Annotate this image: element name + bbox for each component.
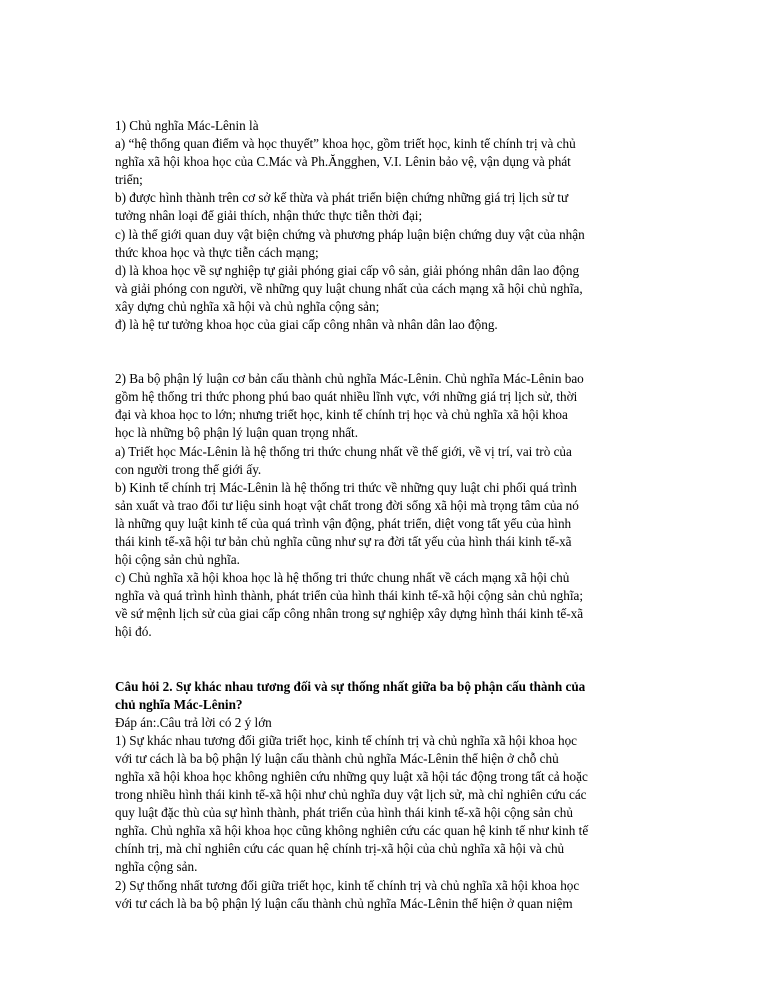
text-line: b) được hình thành trên cơ sở kế thừa và phát triển biện chứng những giá trị lịch sử tư (115, 190, 569, 206)
text-line: hội đó. (115, 624, 152, 640)
text-line: nghĩa. Chủ nghĩa xã hội khoa học cũng không nghiên cứu các quan hệ kinh tế như kinh tế (115, 823, 589, 839)
text-line: hội cộng sản chủ nghĩa. (115, 552, 240, 568)
text-line: a) Triết học Mác-Lênin là hệ thống tri thức chung nhất về thế giới, về vị trí, vai trò của (115, 443, 572, 459)
text-line: về sứ mệnh lịch sử của giai cấp công nhân trong sự nghiệp xây dựng hình thái kinh tế-xã (115, 606, 584, 622)
text-line: triển; (115, 172, 143, 188)
document-page (115, 117, 655, 913)
text-line: nghĩa xã hội khoa học của C.Mác và Ph.Ăngghen, V.I. Lênin bảo vệ, vận dụng và phát (115, 154, 571, 170)
text-line: 2) Ba bộ phận lý luận cơ bản cấu thành chủ nghĩa Mác-Lênin. Chủ nghĩa Mác-Lênin bao (115, 371, 584, 387)
question-heading: chủ nghĩa Mác-Lênin? (115, 696, 243, 712)
text-line: 1) Sự khác nhau tương đối giữa triết học, kinh tế chính trị và chủ nghĩa xã hội khoa học (115, 732, 578, 748)
text-line: thái kinh tế-xã hội tư bản chủ nghĩa cũng như sự ra đời tất yếu của hình thái kinh tế-xã (115, 533, 572, 549)
text-line: nghĩa và quá trình hình thành, phát triển của hình thái kinh tế-xã hội cộng sản chủ nghĩa; (115, 588, 584, 604)
text-line: xây dựng chủ nghĩa xã hội và chủ nghĩa cộng sản; (115, 298, 380, 314)
text-line: gồm hệ thống tri thức phong phú bao quát nhiều lĩnh vực, với những giá trị lịch sử, thời (115, 389, 578, 405)
text-line: đại và khoa học to lớn; nhưng triết học, kinh tế chính trị học và chủ nghĩa xã hội khoa (115, 407, 568, 423)
text-line: chính trị, mà chỉ nghiên cứu các quan hệ chính trị-xã hội của chủ nghĩa xã hội và chủ (115, 841, 565, 857)
text-line: 2) Sự thống nhất tương đối giữa triết học, kinh tế chính trị và chủ nghĩa xã hội khoa học (115, 877, 580, 893)
text-line: c) Chủ nghĩa xã hội khoa học là hệ thống tri thức chung nhất về cách mạng xã hội chủ (115, 570, 570, 586)
paragraph-spacer (115, 334, 655, 370)
section-2-components (115, 370, 655, 641)
text-line: đ) là hệ tư tưởng khoa học của giai cấp công nhân và nhân dân lao động. (115, 317, 498, 333)
section-3-question-2 (115, 678, 655, 913)
answer-intro: Đáp án:.Câu trả lời có 2 ý lớn (115, 714, 272, 730)
text-line: tưởng nhân loại để giải thích, nhận thức thực tiễn thời đại; (115, 208, 423, 224)
text-line: trong nhiều hình thái kinh tế-xã hội như chủ nghĩa duy vật lịch sử, mà chỉ nghiên cứu các (115, 787, 587, 803)
text-line: d) là khoa học về sự nghiệp tự giải phóng giai cấp vô sản, giải phóng nhân dân lao động (115, 262, 580, 278)
paragraph-spacer (115, 642, 655, 678)
text-line: là những quy luật kinh tế của quá trình vận động, phát triển, diệt vong tất yếu của hình (115, 515, 572, 531)
text-line: nghĩa cộng sản. (115, 859, 198, 875)
section-1-definition (115, 117, 655, 334)
text-line: 1) Chủ nghĩa Mác-Lênin là (115, 118, 259, 133)
text-line: học là những bộ phận lý luận quan trọng nhất. (115, 425, 359, 441)
text-line: với tư cách là ba bộ phận lý luận cấu thành chủ nghĩa Mác-Lênin thể hiện ở quan niệm (115, 895, 573, 911)
text-line: c) là thế giới quan duy vật biện chứng và phương pháp luận biện chứng duy vật của nhận (115, 226, 585, 242)
text-line: con người trong thế giới ấy. (115, 461, 262, 477)
text-line: quy luật đặc thù của sự hình thành, phát triển của hình thái kinh tế-xã hội cộng sản chủ (115, 805, 573, 821)
text-line: với tư cách là ba bộ phận lý luận cấu thành chủ nghĩa Mác-Lênin thể hiện ở chỗ chủ (115, 750, 559, 766)
question-heading: Câu hỏi 2. Sự khác nhau tương đối và sự thống nhất giữa ba bộ phận cấu thành của (115, 678, 586, 694)
text-line: và giải phóng con người, về những quy luật chung nhất của cách mạng xã hội chủ nghĩa, (115, 280, 583, 296)
text-line: a) “hệ thống quan điểm và học thuyết” khoa học, gồm triết học, kinh tế chính trị và chủ (115, 136, 576, 152)
text-line: nghĩa xã hội khoa học không nghiên cứu những quy luật xã hội tác động trong tất cả hoặc (115, 769, 588, 784)
text-line: b) Kinh tế chính trị Mác-Lênin là hệ thống tri thức về những quy luật chi phối quá trình (115, 479, 577, 495)
text-line: sản xuất và trao đổi tư liệu sinh hoạt vật chất trong đời sống xã hội mà trọng tâm của nó (115, 497, 579, 513)
text-line: thức khoa học và thực tiễn cách mạng; (115, 244, 319, 260)
